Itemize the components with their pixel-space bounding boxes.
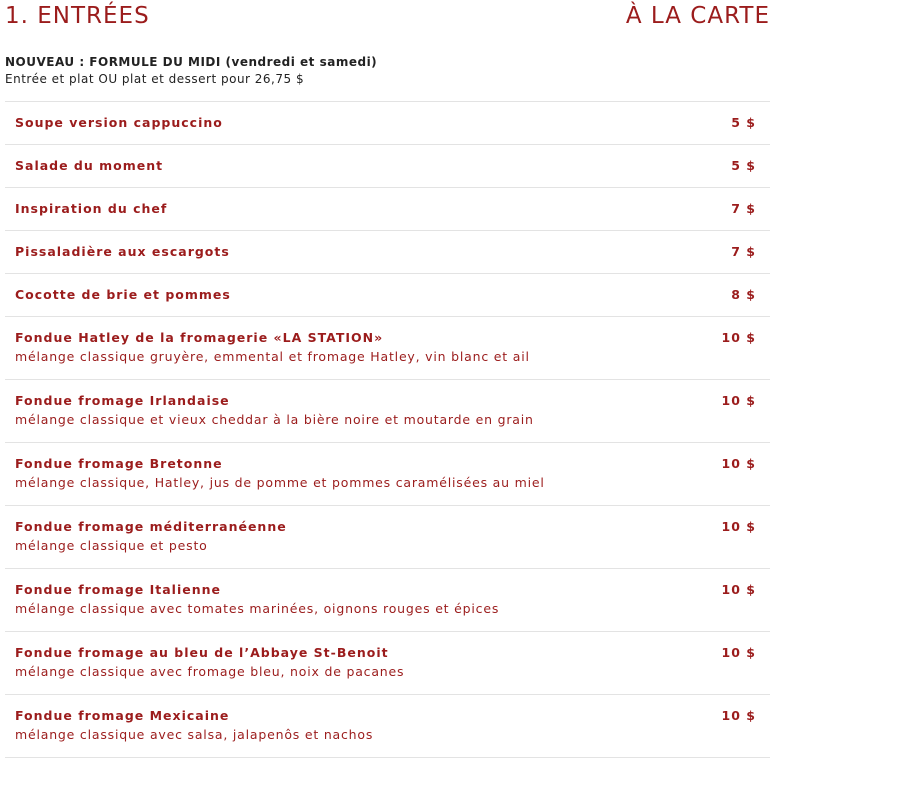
section-header — [5, 0, 770, 44]
menu-item-name: Cocotte de brie et pommes — [15, 287, 231, 302]
menu-item — [5, 145, 770, 188]
menu-item-price: 5 $ — [731, 158, 756, 173]
menu-item-price: 7 $ — [731, 201, 756, 216]
menu-item — [5, 231, 770, 274]
menu-item — [5, 274, 770, 317]
menu-item-description: mélange classique gruyère, emmental et fromage Hatley, vin blanc et ail — [15, 349, 530, 364]
menu-item-description: mélange classique, Hatley, jus de pomme et pommes caramélisées au miel — [15, 475, 545, 490]
menu-item — [5, 506, 770, 569]
menu-item-name: Fondue fromage Mexicaine — [15, 708, 230, 723]
menu-item-price: 10 $ — [721, 330, 756, 345]
menu-item-price: 10 $ — [721, 645, 756, 660]
menu-item-price: 5 $ — [731, 115, 756, 130]
menu-item-name: Soupe version cappuccino — [15, 115, 223, 130]
menu-item-price: 10 $ — [721, 582, 756, 597]
section-title: 1. ENTRÉES — [5, 3, 150, 29]
menu-item-price: 8 $ — [731, 287, 756, 302]
menu-item — [5, 188, 770, 231]
menu-item — [5, 569, 770, 632]
menu-item-name: Fondue fromage au bleu de l’Abbaye St-Benoit — [15, 645, 389, 660]
menu-page — [5, 0, 770, 758]
menu-list — [5, 101, 770, 758]
menu-item-description: mélange classique avec salsa, jalapenôs et nachos — [15, 727, 374, 742]
menu-item-price: 10 $ — [721, 393, 756, 408]
menu-item-name: Inspiration du chef — [15, 201, 168, 216]
menu-item-price: 10 $ — [721, 519, 756, 534]
menu-item-description: mélange classique avec tomates marinées, oignons rouges et épices — [15, 601, 500, 616]
menu-item-name: Fondue fromage Bretonne — [15, 456, 223, 471]
menu-item-name: Fondue fromage Italienne — [15, 582, 222, 597]
menu-item-description: mélange classique avec fromage bleu, noix de pacanes — [15, 664, 405, 679]
promo-block — [5, 54, 770, 88]
menu-item-description: mélange classique et pesto — [15, 538, 208, 553]
promo-text: Entrée et plat OU plat et dessert pour 26,75 $ — [5, 72, 305, 86]
menu-item — [5, 317, 770, 380]
menu-item-price: 10 $ — [721, 708, 756, 723]
section-subtitle: À LA CARTE — [625, 3, 770, 29]
menu-item-name: Salade du moment — [15, 158, 164, 173]
menu-item — [5, 102, 770, 145]
menu-item-name: Fondue fromage Irlandaise — [15, 393, 230, 408]
menu-item — [5, 380, 770, 443]
menu-item-price: 7 $ — [731, 244, 756, 259]
menu-item — [5, 632, 770, 695]
menu-item — [5, 443, 770, 506]
menu-item-price: 10 $ — [721, 456, 756, 471]
menu-item-name: Fondue fromage méditerranéenne — [15, 519, 287, 534]
menu-item-name: Fondue Hatley de la fromagerie «LA STATION» — [15, 330, 384, 345]
promo-title: NOUVEAU : FORMULE DU MIDI (vendredi et samedi) — [5, 55, 378, 69]
menu-item-name: Pissaladière aux escargots — [15, 244, 230, 259]
menu-item-description: mélange classique et vieux cheddar à la bière noire et moutarde en grain — [15, 412, 534, 427]
menu-item — [5, 695, 770, 758]
